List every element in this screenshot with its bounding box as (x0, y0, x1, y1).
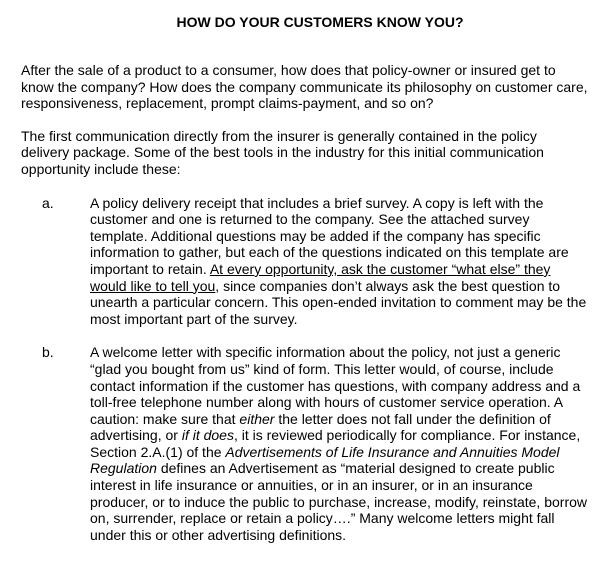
item-b-italic-if-it-does: if it does (181, 427, 234, 444)
list-item-a (21, 195, 589, 328)
document-title: HOW DO YOUR CUSTOMERS KNOW YOU? (176, 14, 464, 30)
item-a-text-1: A policy delivery receipt that includes a brief survey. A copy is left with the customer and one is returned to the company. See the attached survey template. Additional questions may be added if the company has specific information to gather, but each of the questions indicated on this template are important to retain. (90, 194, 569, 277)
item-a-text-2: , since companies don’t always ask the best question to unearth a particular concern. This open-ended invitation to comment may be the most important part of the survey. (90, 277, 587, 327)
item-b-text-4: defines an Advertisement as “material designed to create public interest in life insurance or annuities, or in an insurer, or in an insurance producer, or to induce the public to purchase, increase, modify, reinstate, borrow on, surrender, replace or retain a policy….” Many welcome letters might fall under this or other advertising definitions. (90, 460, 588, 543)
list-item-a-text (90, 195, 589, 328)
item-b-italic-either: either (239, 410, 275, 427)
list-marker-b: b. (42, 344, 54, 361)
document-page (21, 13, 589, 543)
list-item-b (21, 344, 589, 543)
list-item-b-text (90, 344, 589, 543)
list-marker-a: a. (42, 194, 54, 211)
item-b-text-1: A welcome letter with specific information about the policy, not just a generic “glad you bought from us” kind of form. This letter would, of course, include contact information if the customer has questions, with company address and a toll-free telephone number along with hours of customer service operation. A caution: make sure that (90, 344, 581, 427)
item-a-underlined-text: At every opportunity, ask the customer “what else” they would like to tell you (90, 260, 551, 294)
item-b-text-2: the letter does not fall under the definition of advertising, or (90, 410, 551, 444)
item-b-text-3: , it is reviewed periodically for compliance. For instance, Section 2.A.(1) of the (90, 427, 581, 460)
item-b-italic-regulation-title: Advertisements of Life Insurance and Annuities Model Regulation (90, 443, 560, 477)
intro-paragraph: After the sale of a product to a consumer, how does that policy-owner or insured get to know the company? How does the company communicate its philosophy on customer care, responsiveness, replacement, prompt claims-payment, and so on? (21, 62, 588, 112)
communication-paragraph: The first communication directly from the insurer is generally contained in the policy delivery package. Some of the best tools in the industry for this initial communication opportunity include these: (21, 127, 544, 177)
